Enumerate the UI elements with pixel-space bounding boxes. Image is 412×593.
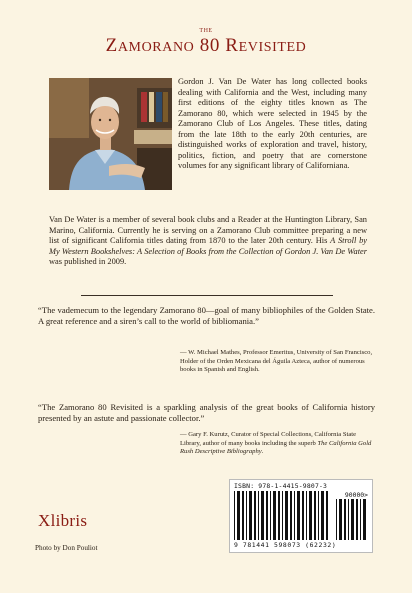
barcode-bar bbox=[273, 491, 276, 540]
barcode-bar bbox=[249, 491, 252, 540]
barcode-bar bbox=[242, 491, 244, 540]
supplement-bars bbox=[336, 499, 368, 540]
bio-p2-end: was published in 2009. bbox=[49, 257, 127, 267]
barcode-bar bbox=[344, 499, 346, 540]
barcode-bar bbox=[297, 491, 300, 540]
title-z: Z bbox=[105, 35, 118, 56]
review-attribution-2 bbox=[180, 431, 376, 457]
barcode-bar bbox=[356, 499, 358, 540]
barcode-bar bbox=[234, 491, 235, 540]
title-r: R bbox=[225, 35, 239, 56]
title-the: THE bbox=[199, 28, 213, 34]
barcode-bar bbox=[306, 491, 307, 540]
barcode-bar bbox=[290, 491, 292, 540]
barcode-bar bbox=[336, 499, 337, 540]
bio-p2-start: Van De Water is a member of several book clubs and a Reader at the Huntington Library, San Marino, California. Currently he is serving on a Zamorano Club committee preparing a new list of significant California titles dating from 1870 to the later 20th century. His bbox=[49, 215, 367, 246]
title-amorano: AMORANO bbox=[117, 40, 195, 55]
attrib-2-end: . bbox=[261, 448, 264, 456]
barcode-bar bbox=[314, 491, 316, 540]
publisher-logo: Xlibris bbox=[38, 511, 88, 530]
barcode-bar bbox=[258, 491, 259, 540]
barcode-bar bbox=[351, 499, 354, 540]
photo-credit: Photo by Don Pouliot bbox=[35, 544, 98, 552]
book-title bbox=[0, 28, 412, 56]
barcode-bar bbox=[282, 491, 283, 540]
barcode-bar bbox=[318, 491, 319, 540]
barcode-bar bbox=[254, 491, 256, 540]
barcode-bar bbox=[326, 491, 328, 540]
attrib-2-start: — Gary F. Kurutz, Curator of Special Collections, California State Library, author of many books including the superb bbox=[180, 431, 356, 447]
barcode-digits: 9 781441 598073 (62232) bbox=[234, 541, 337, 549]
barcode-bar bbox=[294, 491, 295, 540]
barcode-bar bbox=[339, 499, 342, 540]
review-attribution-1: — W. Michael Mathes, Professor Emeritus, University of San Francisco, Holder of the Orden Mexicana del Águila Azteca, author of numerous books in Spanish and English. bbox=[180, 349, 373, 374]
barcode-bar bbox=[302, 491, 304, 540]
section-divider bbox=[81, 295, 333, 296]
barcode-bar bbox=[360, 499, 361, 540]
barcode-bar bbox=[237, 491, 240, 540]
title-80: 80 bbox=[199, 35, 220, 56]
isbn-label: ISBN: 978-1-4415-9807-3 bbox=[234, 482, 328, 490]
barcode-bar bbox=[309, 491, 312, 540]
review-quote-2: “The Zamorano 80 Revisited is a sparkling analysis of the great books of California history presented by an astute and passionate collector.” bbox=[38, 402, 375, 423]
isbn-barcode bbox=[229, 479, 373, 553]
author-bio-paragraph-2 bbox=[49, 215, 367, 268]
barcode-bar bbox=[321, 491, 324, 540]
barcode-bar bbox=[285, 491, 288, 540]
attrib-2-book: The California Gold Rush Descriptive Bibliography bbox=[180, 439, 372, 456]
barcode-bar bbox=[270, 491, 271, 540]
author-bio-paragraph-1 bbox=[49, 77, 367, 189]
bio-p1-text: Gordon J. Van De Water has long collected books dealing with California and the West, including many first editions of the eighty titles known as The Zamorano 80, which were selected in 1945 by the Zamorano Club of Los Angeles. These titles, dating from the late 18th to the early 20th centuries, are distinguished works of exploration and travel, history, politics, fiction, and poetry that are cornerstone volumes for any significant library of Californiana. bbox=[178, 77, 367, 171]
barcode-bar bbox=[348, 499, 349, 540]
supplement-digits: 90000> bbox=[344, 491, 368, 499]
title-evisited: EVISITED bbox=[238, 40, 307, 55]
barcode-bar bbox=[278, 491, 280, 540]
barcode-bar bbox=[246, 491, 247, 540]
review-quote-1: “The vademecum to the legendary Zamorano 80—goal of many bibliophiles of the Golden State. A great reference and a siren’s call to the world of bibliomania.” bbox=[38, 305, 375, 326]
barcode-bar bbox=[261, 491, 264, 540]
barcode-bar bbox=[266, 491, 268, 540]
bio-p2-book-title: A Stroll by My Western Bookshelves: A Selection of Books from the Collection of Gordon J. Van De Water bbox=[49, 236, 367, 256]
barcode-bars bbox=[234, 491, 330, 540]
barcode-bar bbox=[363, 499, 366, 540]
